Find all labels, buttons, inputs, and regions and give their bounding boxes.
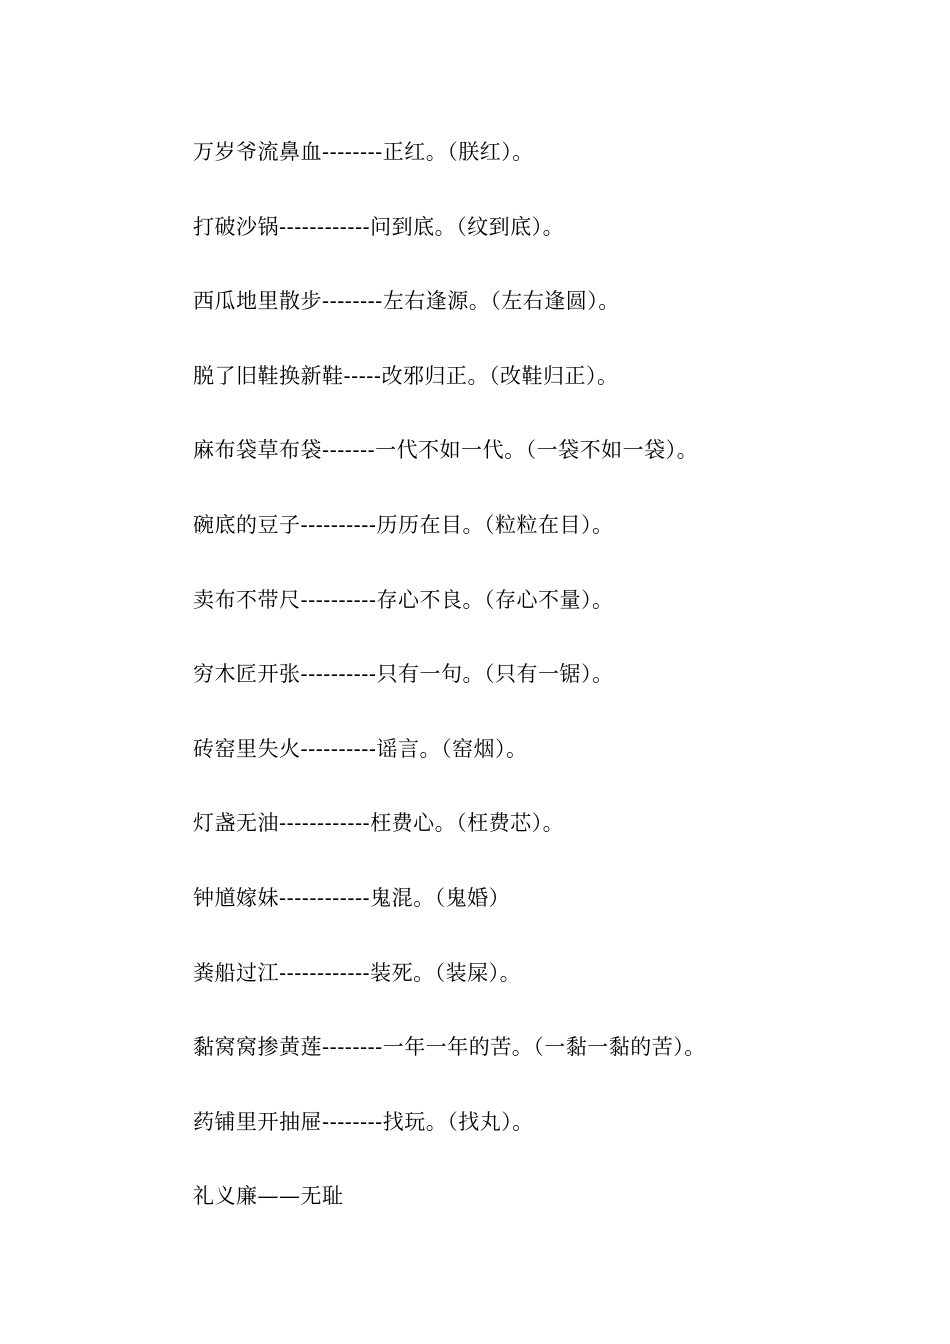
text-line: 钟馗嫁妹------------鬼混。（鬼婚） bbox=[193, 885, 511, 910]
text-line: 黏窝窝掺黄莲--------一年一年的苦。（一黏一黏的苦）。 bbox=[193, 1035, 706, 1060]
text-line: 打破沙锅------------问到底。（纹到底）。 bbox=[193, 214, 565, 239]
text-line: 粪船过江------------装死。（装屎）。 bbox=[193, 960, 522, 985]
text-line: 西瓜地里散步--------左右逢源。（左右逢圆）。 bbox=[193, 289, 620, 314]
text-line: 卖布不带尺----------存心不良。（存心不量）。 bbox=[193, 587, 614, 612]
text-line: 药铺里开抽屉--------找玩。（找丸）。 bbox=[193, 1109, 534, 1134]
text-line: 碗底的豆子----------历历在目。（粒粒在目）。 bbox=[193, 512, 614, 537]
text-line: 脱了旧鞋换新鞋-----改邪归正。（改鞋归正）。 bbox=[193, 363, 619, 388]
text-line: 砖窑里失火----------谣言。（窑烟）。 bbox=[193, 736, 528, 761]
text-line: 礼义廉——无耻 bbox=[193, 1184, 344, 1209]
text-line: 穷木匠开张----------只有一句。（只有一锯）。 bbox=[193, 662, 614, 687]
text-line: 万岁爷流鼻血--------正红。（朕红）。 bbox=[193, 140, 534, 164]
xiehouyu-list bbox=[193, 134, 913, 1253]
text-line: 灯盏无油------------枉费心。（枉费芯）。 bbox=[193, 811, 565, 836]
text-line: 麻布袋草布袋-------一代不如一代。（一袋不如一袋）。 bbox=[193, 438, 699, 463]
